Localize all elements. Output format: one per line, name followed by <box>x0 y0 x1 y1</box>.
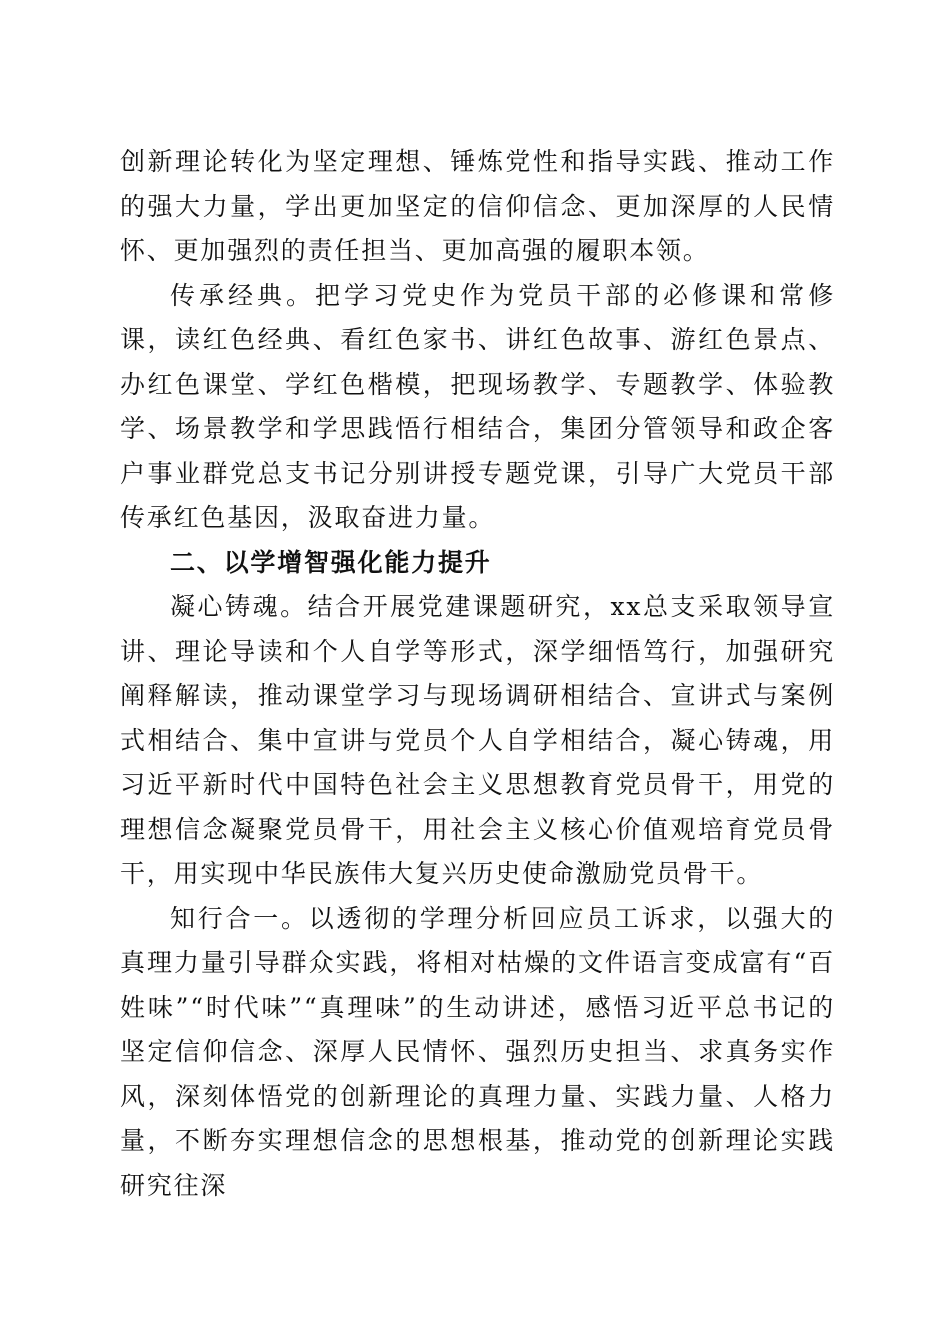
paragraph-inheritance: 传承经典。把学习党史作为党员干部的必修课和常修课，读红色经典、看红色家书、讲红色故事、游红色景点、办红色课堂、学红色楷模，把现场教学、专题教学、体验教学、场景教学和学思践悟行相结合，集团分管领导和政企客户事业群党总支书记分别讲授专题党课，引导广大党员干部传承红色基因，汲取奋进力量。 <box>120 280 835 532</box>
section-heading: 二、以学增智强化能力提升 <box>170 547 492 577</box>
document-body <box>120 140 835 1208</box>
paragraph-unity: 知行合一。以透彻的学理分析回应员工诉求，以强大的真理力量引导群众实践，将相对枯燥的文件语言变成富有“百姓味”“时代味”“真理味”的生动讲述，感悟习近平总书记的坚定信仰信念、深厚人民情怀、强烈历史担当、求真务实作风，深刻体悟党的创新理论的真理力量、实践力量、人格力量，不断夯实理想信念的思想根基，推动党的创新理论实践研究往深 <box>120 903 835 1200</box>
paragraph-soul: 凝心铸魂。结合开展党建课题研究，xx总支采取领导宣讲、理论导读和个人自学等形式，深学细悟笃行，加强研究阐释解读，推动课堂学习与现场调研相结合、宣讲式与案例式相结合、集中宣讲与党员个人自学相结合，凝心铸魂，用习近平新时代中国特色社会主义思想教育党员骨干，用党的理想信念凝聚党员骨干，用社会主义核心价值观培育党员骨干，用实现中华民族伟大复兴历史使命激励党员骨干。 <box>120 592 835 888</box>
paragraph-continuation: 创新理论转化为坚定理想、锤炼党性和指导实践、推动工作的强大力量，学出更加坚定的信仰信念、更加深厚的人民情怀、更加强烈的责任担当、更加高强的履职本领。 <box>120 147 835 265</box>
